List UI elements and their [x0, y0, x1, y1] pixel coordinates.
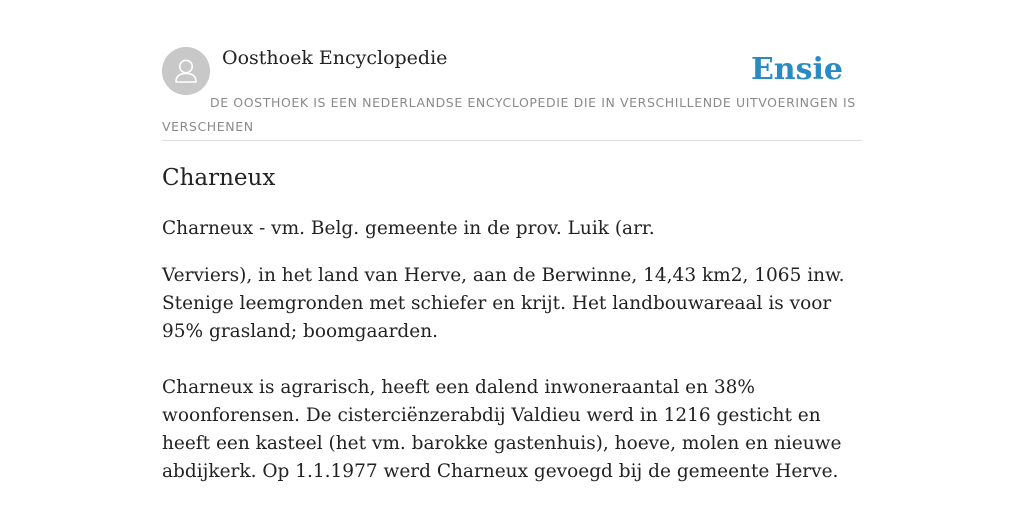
header	[162, 46, 862, 141]
article-title: Charneux	[162, 165, 276, 191]
site-tagline: DE OOSTHOEK IS EEN NEDERLANDSE ENCYCLOPEDIE DIE IN VERSCHILLENDE UITVOERINGEN IS VERSCHENEN	[162, 95, 856, 134]
article-paragraph-2: Verviers), in het land van Herve, aan de Berwinne, 14,43 km2, 1065 inw. Stenige leemgronden met schiefer en krijt. Het landbouwareaal is voor 95% grasland; boomgaarden.	[162, 265, 845, 342]
site-name-link[interactable]: Oosthoek Encyclopedie	[222, 47, 448, 69]
article-paragraph-3: Charneux is agrarisch, heeft een dalend inwoneraantal en 38% woonforensen. De cisterciënzerabdij Valdieu werd in 1216 gesticht en heeft een kasteel (het vm. barokke gastenhuis), hoeve, molen en nieuwe abdijkerk. Op 1.1.1977 werd Charneux gevoegd bij de gemeente Herve.	[162, 377, 842, 482]
brand-logo-link[interactable]: Ensie	[750, 52, 843, 87]
avatar-graphic	[162, 47, 210, 95]
user-avatar-icon[interactable]	[162, 47, 210, 95]
article	[162, 162, 862, 486]
article-paragraph-1: Charneux - vm. Belg. gemeente in de prov. Luik (arr.	[162, 218, 655, 239]
